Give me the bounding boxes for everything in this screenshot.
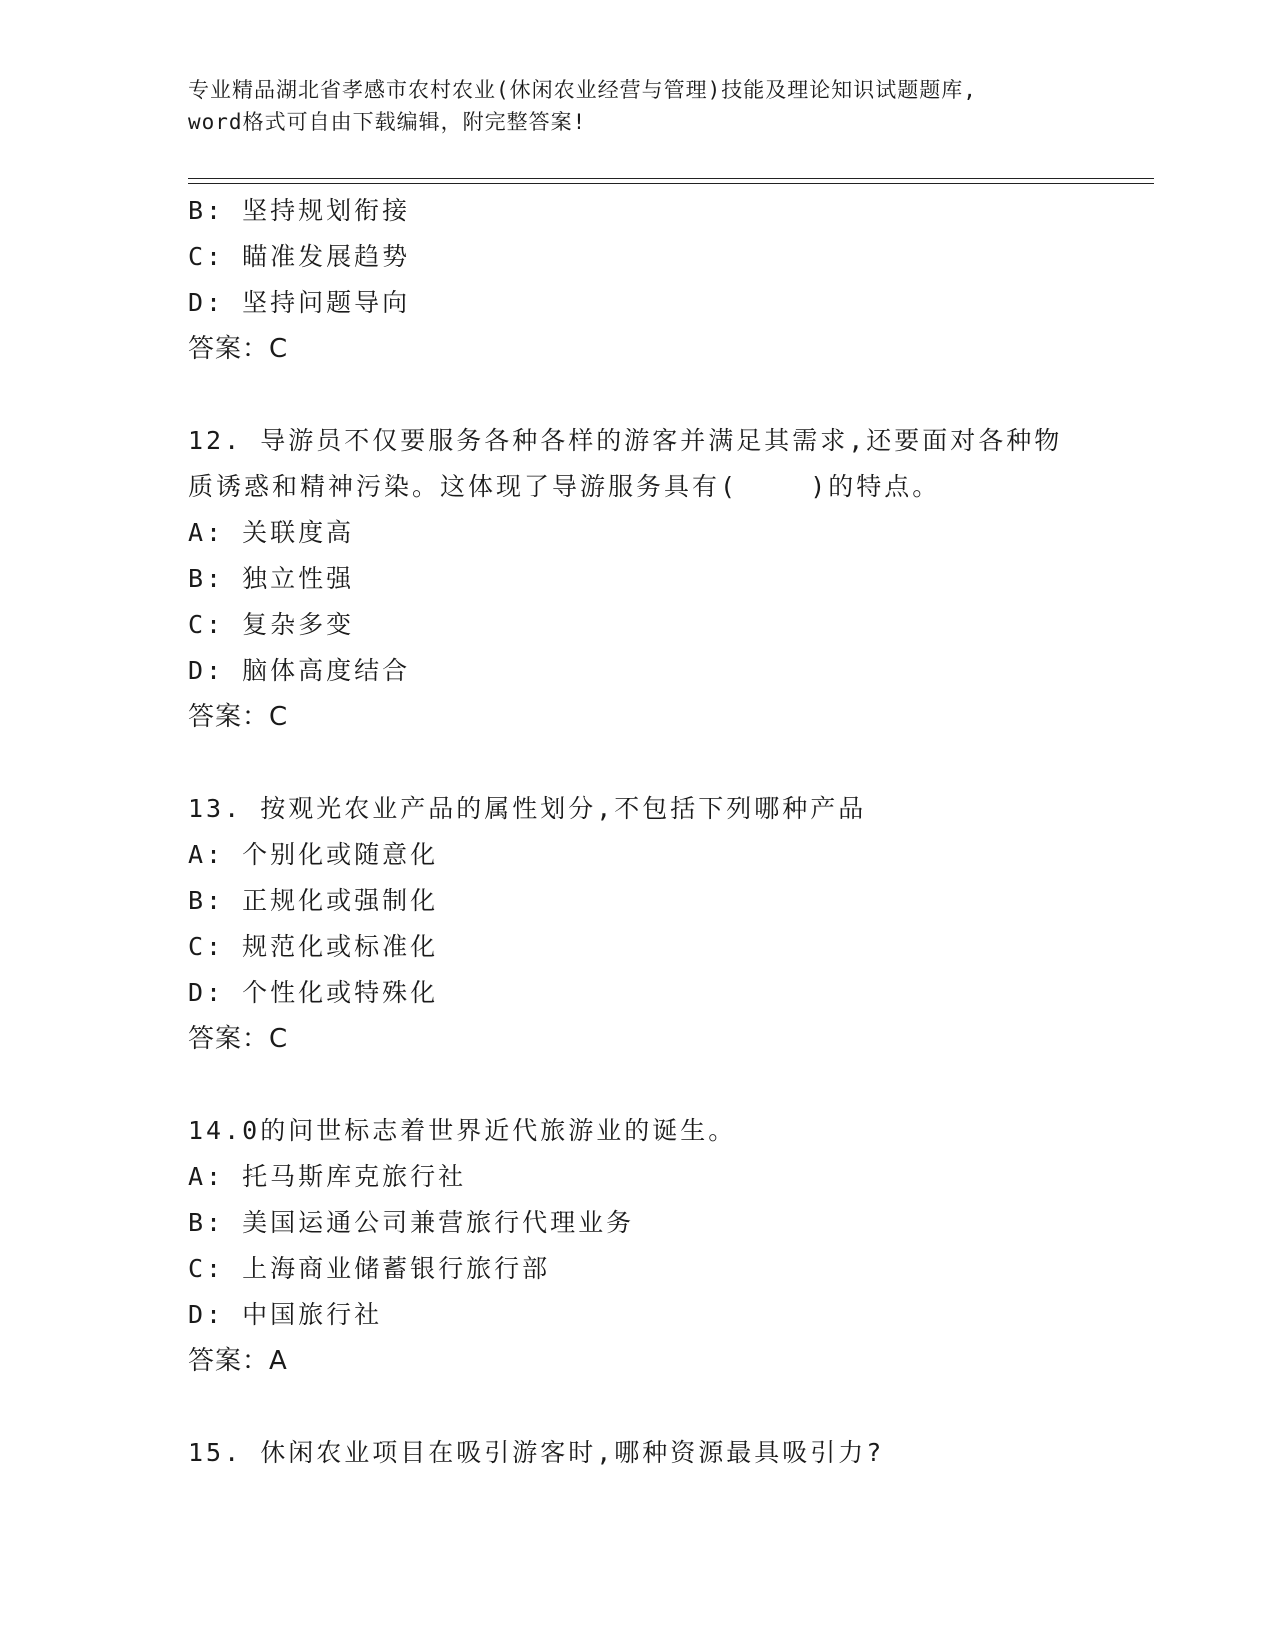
question-stem: 14.0的问世标志着世界近代旅游业的诞生。 bbox=[188, 1116, 737, 1145]
answer-line: 答案：C bbox=[188, 334, 289, 364]
header-line-2: word格式可自由下载编辑，附完整答案! bbox=[188, 110, 587, 134]
carryover-question bbox=[188, 188, 1088, 372]
option-b: B: 坚持规划衔接 bbox=[188, 196, 411, 225]
question-stem: 15. 休闲农业项目在吸引游客时,哪种资源最具吸引力? bbox=[188, 1438, 885, 1467]
spacer bbox=[188, 740, 1088, 786]
option-b: B: 独立性强 bbox=[188, 564, 355, 593]
spacer bbox=[188, 1384, 1088, 1430]
answer-line: 答案：C bbox=[188, 1024, 289, 1054]
header-divider-bottom bbox=[188, 183, 1154, 184]
option-c: C: 上海商业储蓄银行旅行部 bbox=[188, 1254, 551, 1283]
option-c: C: 瞄准发展趋势 bbox=[188, 242, 411, 271]
question-13 bbox=[188, 786, 1088, 1062]
question-stem: 13. 按观光农业产品的属性划分,不包括下列哪种产品 bbox=[188, 794, 867, 823]
header-line-1: 专业精品湖北省孝感市农村农业(休闲农业经营与管理)技能及理论知识试题题库, bbox=[188, 78, 977, 102]
question-14 bbox=[188, 1108, 1088, 1384]
option-d: D: 脑体高度结合 bbox=[188, 656, 411, 685]
question-stem-continued: 质诱惑和精神污染。这体现了导游服务具有( )的特点。 bbox=[188, 472, 941, 501]
option-c: C: 复杂多变 bbox=[188, 610, 355, 639]
question-15 bbox=[188, 1430, 1088, 1476]
answer-line: 答案：C bbox=[188, 702, 289, 732]
option-c: C: 规范化或标准化 bbox=[188, 932, 439, 961]
option-b: B: 美国运通公司兼营旅行代理业务 bbox=[188, 1208, 635, 1237]
question-list bbox=[188, 188, 1088, 1476]
spacer bbox=[188, 372, 1088, 418]
option-a: A: 关联度高 bbox=[188, 518, 355, 547]
answer-line: 答案：A bbox=[188, 1346, 288, 1376]
option-d: D: 中国旅行社 bbox=[188, 1300, 383, 1329]
option-b: B: 正规化或强制化 bbox=[188, 886, 439, 915]
question-stem: 12. 导游员不仅要服务各种各样的游客并满足其需求,还要面对各种物 bbox=[188, 426, 1063, 455]
option-d: D: 坚持问题导向 bbox=[188, 288, 411, 317]
question-12 bbox=[188, 418, 1088, 740]
spacer bbox=[188, 1062, 1088, 1108]
option-a: A: 个别化或随意化 bbox=[188, 840, 439, 869]
option-d: D: 个性化或特殊化 bbox=[188, 978, 439, 1007]
option-a: A: 托马斯库克旅行社 bbox=[188, 1162, 467, 1191]
header-divider-top bbox=[188, 178, 1154, 179]
document-header bbox=[188, 74, 1088, 138]
